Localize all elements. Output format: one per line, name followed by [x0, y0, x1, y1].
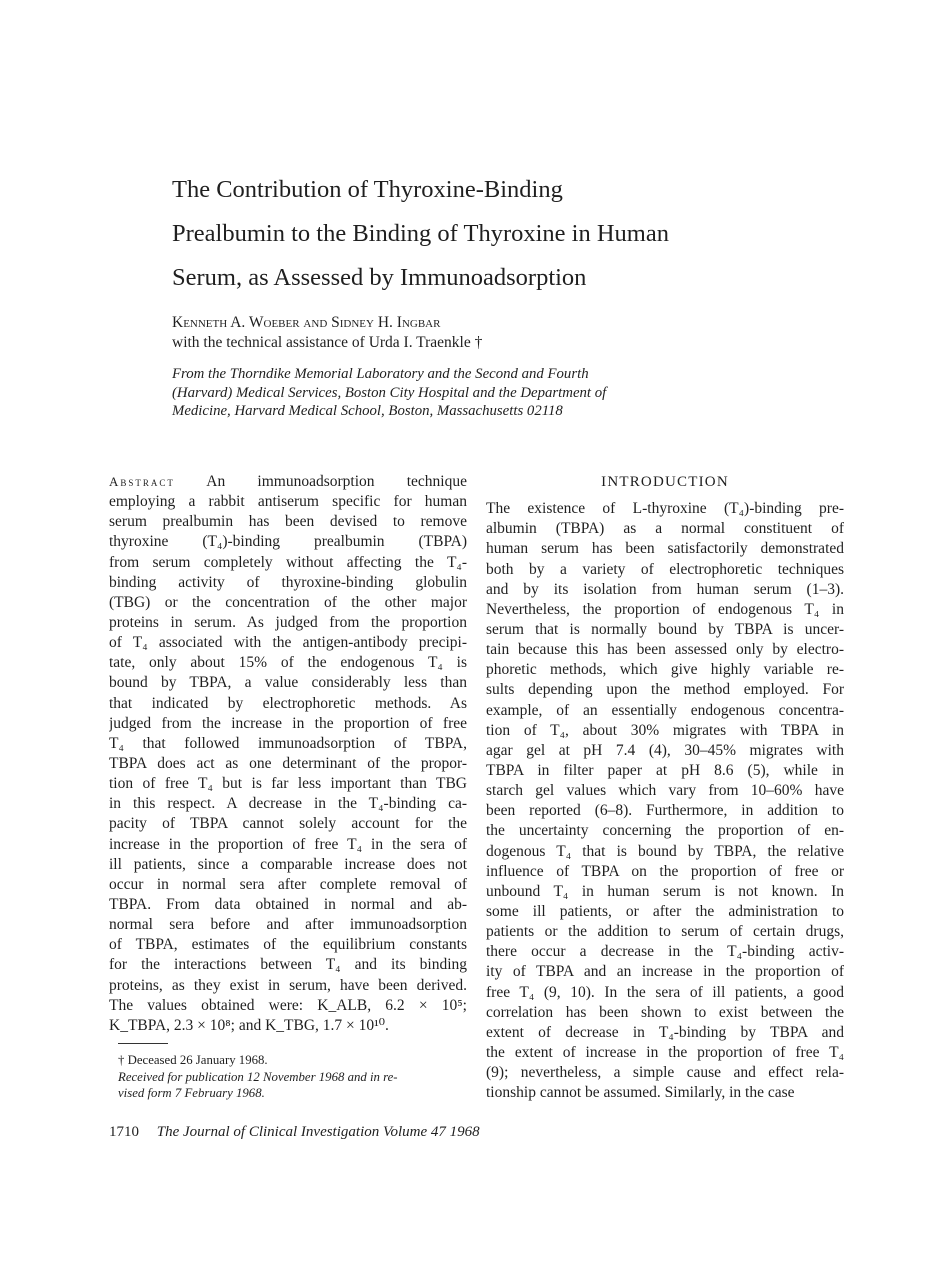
received-footnote-line: Received for publication 12 November 1968 and in re-	[118, 1069, 398, 1084]
abstract-label: Abstract	[109, 474, 175, 489]
introduction-line: there occur a decrease in the T₄-binding activ-	[486, 943, 844, 961]
abstract-line: binding activity of thyroxine-binding globulin	[109, 573, 467, 591]
author-block	[172, 313, 792, 353]
affiliation-line: From the Thorndike Memorial Laboratory and the Second and Fourth	[172, 366, 589, 382]
introduction-line: and by its isolation from human serum (1–3).	[486, 580, 844, 598]
introduction-line: both by a variety of electrophoretic techniques	[486, 560, 844, 578]
title-line: Serum, as Assessed by Immunoadsorption	[172, 264, 587, 291]
abstract-line: TBPA. From data obtained in normal and ab-	[109, 895, 467, 913]
introduction-line: dogenous T₄ that is bound by TBPA, the relative	[486, 842, 844, 860]
introduction-line: tionship cannot be assumed. Similarly, in the case	[486, 1084, 795, 1102]
introduction-line: serum that is normally bound by TBPA is uncer-	[486, 620, 844, 638]
page-number: 1710	[109, 1124, 139, 1140]
introduction-body	[486, 499, 844, 1103]
technical-assistance-line: with the technical assistance of Urda I. Traenkle †	[172, 334, 483, 351]
introduction-line: ity of TBPA and an increase in the proportion of	[486, 963, 844, 981]
abstract-line: (TBG) or the concentration of the other major	[109, 593, 467, 611]
introduction-line: patients or the addition to serum of certain drugs,	[486, 923, 844, 941]
abstract-line: T₄ that followed immunoadsorption of TBPA,	[109, 734, 467, 752]
introduction-line: influence of TBPA on the proportion of free or	[486, 862, 844, 880]
introduction-line: free T₄ (9, 10). In the sera of ill patients, a good	[486, 983, 844, 1001]
abstract-line: normal sera before and after immunoadsorption	[109, 916, 467, 934]
abstract-line: tion of free T₄ but is far less important than TBG	[109, 775, 467, 793]
page-footer	[109, 1124, 609, 1141]
introduction-line: example, of an essentially endogenous concentra-	[486, 701, 844, 719]
journal-citation: The Journal of Clinical Investigation Volume 47 1968	[156, 1124, 480, 1140]
introduction-line: unbound T₄ in human serum is not known. In	[486, 882, 844, 900]
introduction-column	[486, 472, 844, 1103]
introduction-line: the uncertainty concerning the proportion of en-	[486, 822, 844, 840]
introduction-line: sults depending upon the method employed. For	[486, 681, 844, 699]
abstract-line: increase in the proportion of free T₄ in the sera of	[109, 835, 467, 853]
abstract-line: K_TBPA, 2.3 × 10⁸; and K_TBG, 1.7 × 10¹⁰.	[109, 1016, 389, 1034]
abstract-line: in this respect. A decrease in the T₄-binding ca-	[109, 795, 467, 813]
introduction-line: The existence of L-thyroxine (T₄)-binding pre-	[486, 500, 844, 518]
abstract-line: TBPA does act as one determinant of the propor-	[109, 754, 467, 772]
abstract-line: pacity of TBPA cannot solely account for the	[109, 815, 467, 833]
article-title	[172, 168, 812, 300]
introduction-line: TBPA in filter paper at pH 8.6 (5), while in	[486, 761, 844, 779]
abstract-line: employing a rabbit antiserum specific for human	[109, 493, 467, 511]
abstract-body	[109, 492, 467, 1036]
title-line: Prealbumin to the Binding of Thyroxine in Human	[172, 220, 669, 247]
received-footnote-line: vised form 7 February 1968.	[118, 1086, 265, 1100]
introduction-line: some ill patients, or after the administration to	[486, 902, 844, 920]
abstract-line: from serum completely without affecting the T₄-	[109, 553, 467, 571]
abstract-line: judged from the increase in the proportion of free	[109, 714, 467, 732]
introduction-line: human serum has been satisfactorily demonstrated	[486, 540, 844, 558]
abstract-line: thyroxine (T₄)-binding prealbumin (TBPA)	[109, 533, 467, 551]
introduction-line: correlation has been shown to exist between the	[486, 1003, 844, 1021]
abstract-line: The values obtained were: K_ALB, 6.2 × 10⁵;	[109, 996, 467, 1014]
affiliation-block	[172, 365, 792, 421]
introduction-line: the extent of increase in the proportion of free T₄	[486, 1043, 844, 1061]
abstract-line: proteins in serum. As judged from the proportion	[109, 613, 467, 631]
abstract-line: tate, only about 15% of the endogenous T₄ is	[109, 654, 467, 672]
introduction-heading: INTRODUCTION	[601, 474, 729, 490]
introduction-line: starch gel values which vary from 10–60% have	[486, 782, 844, 800]
footnote-divider	[118, 1043, 168, 1044]
deceased-footnote: † Deceased 26 January 1968.	[118, 1053, 268, 1067]
authors-line: Kenneth A. Woeber and Sidney H. Ingbar	[172, 314, 441, 331]
abstract-column	[109, 472, 467, 1036]
affiliation-line: Medicine, Harvard Medical School, Boston, Massachusetts 02118	[172, 403, 563, 419]
abstract-line: occur in normal sera after complete removal of	[109, 875, 467, 893]
introduction-line: been reported (6–8). Furthermore, in addition to	[486, 802, 844, 820]
abstract-line: bound by TBPA, a value considerably less than	[109, 674, 467, 692]
introduction-line: phoretic methods, which give highly variable re-	[486, 661, 844, 679]
abstract-line: of TBPA, estimates of the equilibrium constants	[109, 936, 467, 954]
abstract-line: that indicated by electrophoretic methods. As	[109, 694, 467, 712]
introduction-line: agar gel at pH 7.4 (4), 30–45% migrates with	[486, 741, 844, 759]
abstract-line: An immunoadsorption technique	[206, 473, 467, 490]
introduction-line: tion of T₄, about 30% migrates with TBPA in	[486, 721, 844, 739]
affiliation-line: (Harvard) Medical Services, Boston City Hospital and the Department of	[172, 384, 607, 401]
abstract-first-line	[109, 472, 467, 492]
abstract-line: ill patients, since a comparable increase does not	[109, 855, 467, 873]
abstract-line: for the interactions between T₄ and its binding	[109, 956, 467, 974]
title-line: The Contribution of Thyroxine-Binding	[172, 176, 563, 203]
introduction-line: Nevertheless, the proportion of endogenous T₄ in	[486, 600, 844, 618]
footnotes	[118, 1052, 468, 1102]
abstract-line: of T₄ associated with the antigen-antibody precipi-	[109, 634, 467, 652]
introduction-line: extent of decrease in T₄-binding by TBPA and	[486, 1023, 844, 1041]
abstract-line: proteins, as they exist in serum, have been derived.	[109, 976, 467, 994]
introduction-line: albumin (TBPA) as a normal constituent of	[486, 520, 844, 538]
introduction-line: (9); nevertheless, a simple cause and effect rela-	[486, 1064, 844, 1082]
abstract-line: serum prealbumin has been devised to remove	[109, 513, 467, 531]
introduction-line: tain because this has been assessed only by electro-	[486, 641, 844, 659]
